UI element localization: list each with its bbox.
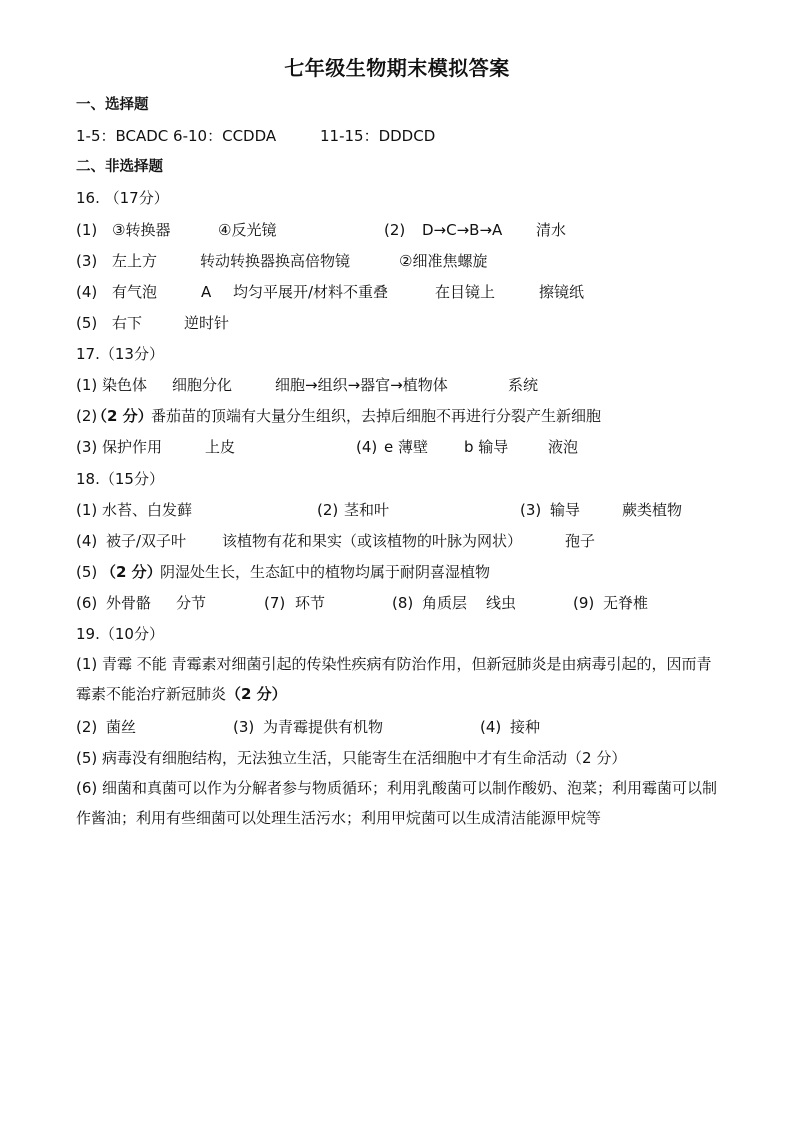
q18-item-2: (2) (317, 501, 339, 519)
q18-item-3: (3) (520, 501, 542, 519)
q19-ans-hyphae: 菌丝 (106, 718, 137, 736)
q16-item-2: (2) (384, 221, 406, 239)
q16-ans-fine-focus: ②细准焦螺旋 (399, 252, 488, 270)
q18-ans-segments: 环节 (295, 594, 326, 612)
q16-ans-lowerright: 右下 (112, 314, 143, 332)
q18-ans-conducting: 输导 (550, 501, 581, 519)
q17-mark-2pts: （2 分） (92, 407, 153, 425)
q19-row-1 (76, 649, 721, 709)
q19-ans-organic-matter: 为青霉提供有机物 (263, 718, 384, 736)
q17-ans-vacuole: 液泡 (548, 438, 579, 456)
q19-row-3: (5) 病毒没有细胞结构，无法独立生活，只能寄生在活细胞中才有生命活动（2 分） (76, 749, 627, 767)
q16-item-4: (4) (76, 283, 98, 301)
q16-header: 16. （17分） (76, 189, 169, 207)
q18-ans-mosses: (1) 水苔、白发藓 (76, 501, 193, 519)
q19-item-3: (3) (233, 718, 255, 736)
q18-ans-nematode: 线虫 (486, 594, 517, 612)
q18-ans-exoskeleton: 外骨骼 (106, 594, 152, 612)
q19-mark-2pts: （2 分） (226, 685, 287, 703)
q18-item-8: (8) (392, 594, 414, 612)
q18-item-6: (6) (76, 594, 98, 612)
q18-ans-ferns: 蕨类植物 (622, 501, 683, 519)
q19-item-2: (2) (76, 718, 98, 736)
q17-ans-hierarchy: 细胞→组织→器官→植物体 (275, 376, 448, 394)
q16-ans-spread: 均匀平展开/材料不重叠 (233, 283, 389, 301)
q18-ans-stem-leaf: 茎和叶 (344, 501, 390, 519)
q16-item-5: (5) (76, 314, 98, 332)
q18-item-5: (5) (76, 563, 98, 581)
q16-ans-switch-lens: 转动转换器换高倍物镜 (200, 252, 351, 270)
q17-ans-epithelium: 上皮 (205, 438, 236, 456)
q16-item-1: (1) (76, 221, 98, 239)
q17-ans-b-conducting: b 输导 (464, 438, 509, 456)
q16-ans-order: D→C→B→A (422, 221, 503, 239)
q18-ans-segmented: 分节 (176, 594, 207, 612)
q16-ans-bubbles: 有气泡 (112, 283, 158, 301)
q17-ans-chromosome: (1) 染色体 (76, 376, 148, 394)
q19-item-4: (4) (480, 718, 502, 736)
q16-ans-water: 清水 (536, 221, 567, 239)
q18-ans-spores: 孢子 (565, 532, 596, 550)
q16-ans-upperleft: 左上方 (112, 252, 158, 270)
q17-ans-differentiation: 细胞分化 (172, 376, 233, 394)
q18-item-9: (9) (573, 594, 595, 612)
q18-ans-angiosperm: 被子/双子叶 (106, 532, 187, 550)
q19-ans-inoculation: 接种 (510, 718, 541, 736)
q17-ans-system: 系统 (508, 376, 539, 394)
q17-ans-protection: (3) 保护作用 (76, 438, 163, 456)
q16-ans-converter: ③转换器 (112, 221, 171, 239)
q17-item-4: (4) (356, 438, 378, 456)
q16-ans-lens-paper: 擦镜纸 (539, 283, 585, 301)
q16-ans-a: A (201, 283, 212, 301)
q16-item-3: (3) (76, 252, 98, 270)
q19-header: 19.（10分） (76, 625, 164, 643)
page-title: 七年级生物期末模拟答案 (284, 56, 510, 80)
q18-item-4: (4) (76, 532, 98, 550)
q19-ans-penicillin: (1) 青霉 不能 青霉素对细菌引起的传染性疾病有防治作用，但新冠肺炎是由病毒引起的，因而青霉素不能治疗新冠肺炎 (76, 655, 712, 703)
q18-mark-2pts: （2 分） (101, 563, 162, 581)
q16-ans-counterclockwise: 逆时针 (184, 314, 230, 332)
section-heading-choice: 一、选择题 (76, 97, 149, 113)
q19-row-4: (6) 细菌和真菌可以作为分解者参与物质循环；利用乳酸菌可以制作酸奶、泡菜；利用霉菌可以制作酱油；利用有些细菌可以处理生活污水；利用甲烷菌可以生成清洁能源甲烷等 (76, 779, 718, 827)
q16-ans-eyepiece: 在目镜上 (435, 283, 496, 301)
q18-ans-shade-humid: 阴湿处生长，生态缸中的植物均属于耐阴喜湿植物 (160, 563, 491, 581)
q17-header: 17.（13分） (76, 345, 164, 363)
choice-answers-1-10: 1-5：BCADC 6-10：CCDDA (76, 127, 277, 145)
q18-ans-flowers-fruits: 该植物有花和果实（或该植物的叶脉为网状） (222, 532, 523, 550)
q18-ans-invertebrate: 无脊椎 (603, 594, 649, 612)
q17-ans-e-parenchyma: e 薄壁 (384, 438, 428, 456)
q16-ans-reflector: ④反光镜 (218, 221, 277, 239)
choice-answers-11-15: 11-15：DDDCD (320, 127, 436, 145)
q18-item-7: (7) (264, 594, 286, 612)
q17-item-2: (2) (76, 407, 98, 425)
q18-ans-cuticle: 角质层 (422, 594, 468, 612)
section-heading-nonchoice: 二、非选择题 (76, 159, 163, 175)
q17-ans-meristem: 番茄苗的顶端有大量分生组织，去掉后细胞不再进行分裂产生新细胞 (151, 407, 602, 425)
q18-header: 18.（15分） (76, 470, 164, 488)
